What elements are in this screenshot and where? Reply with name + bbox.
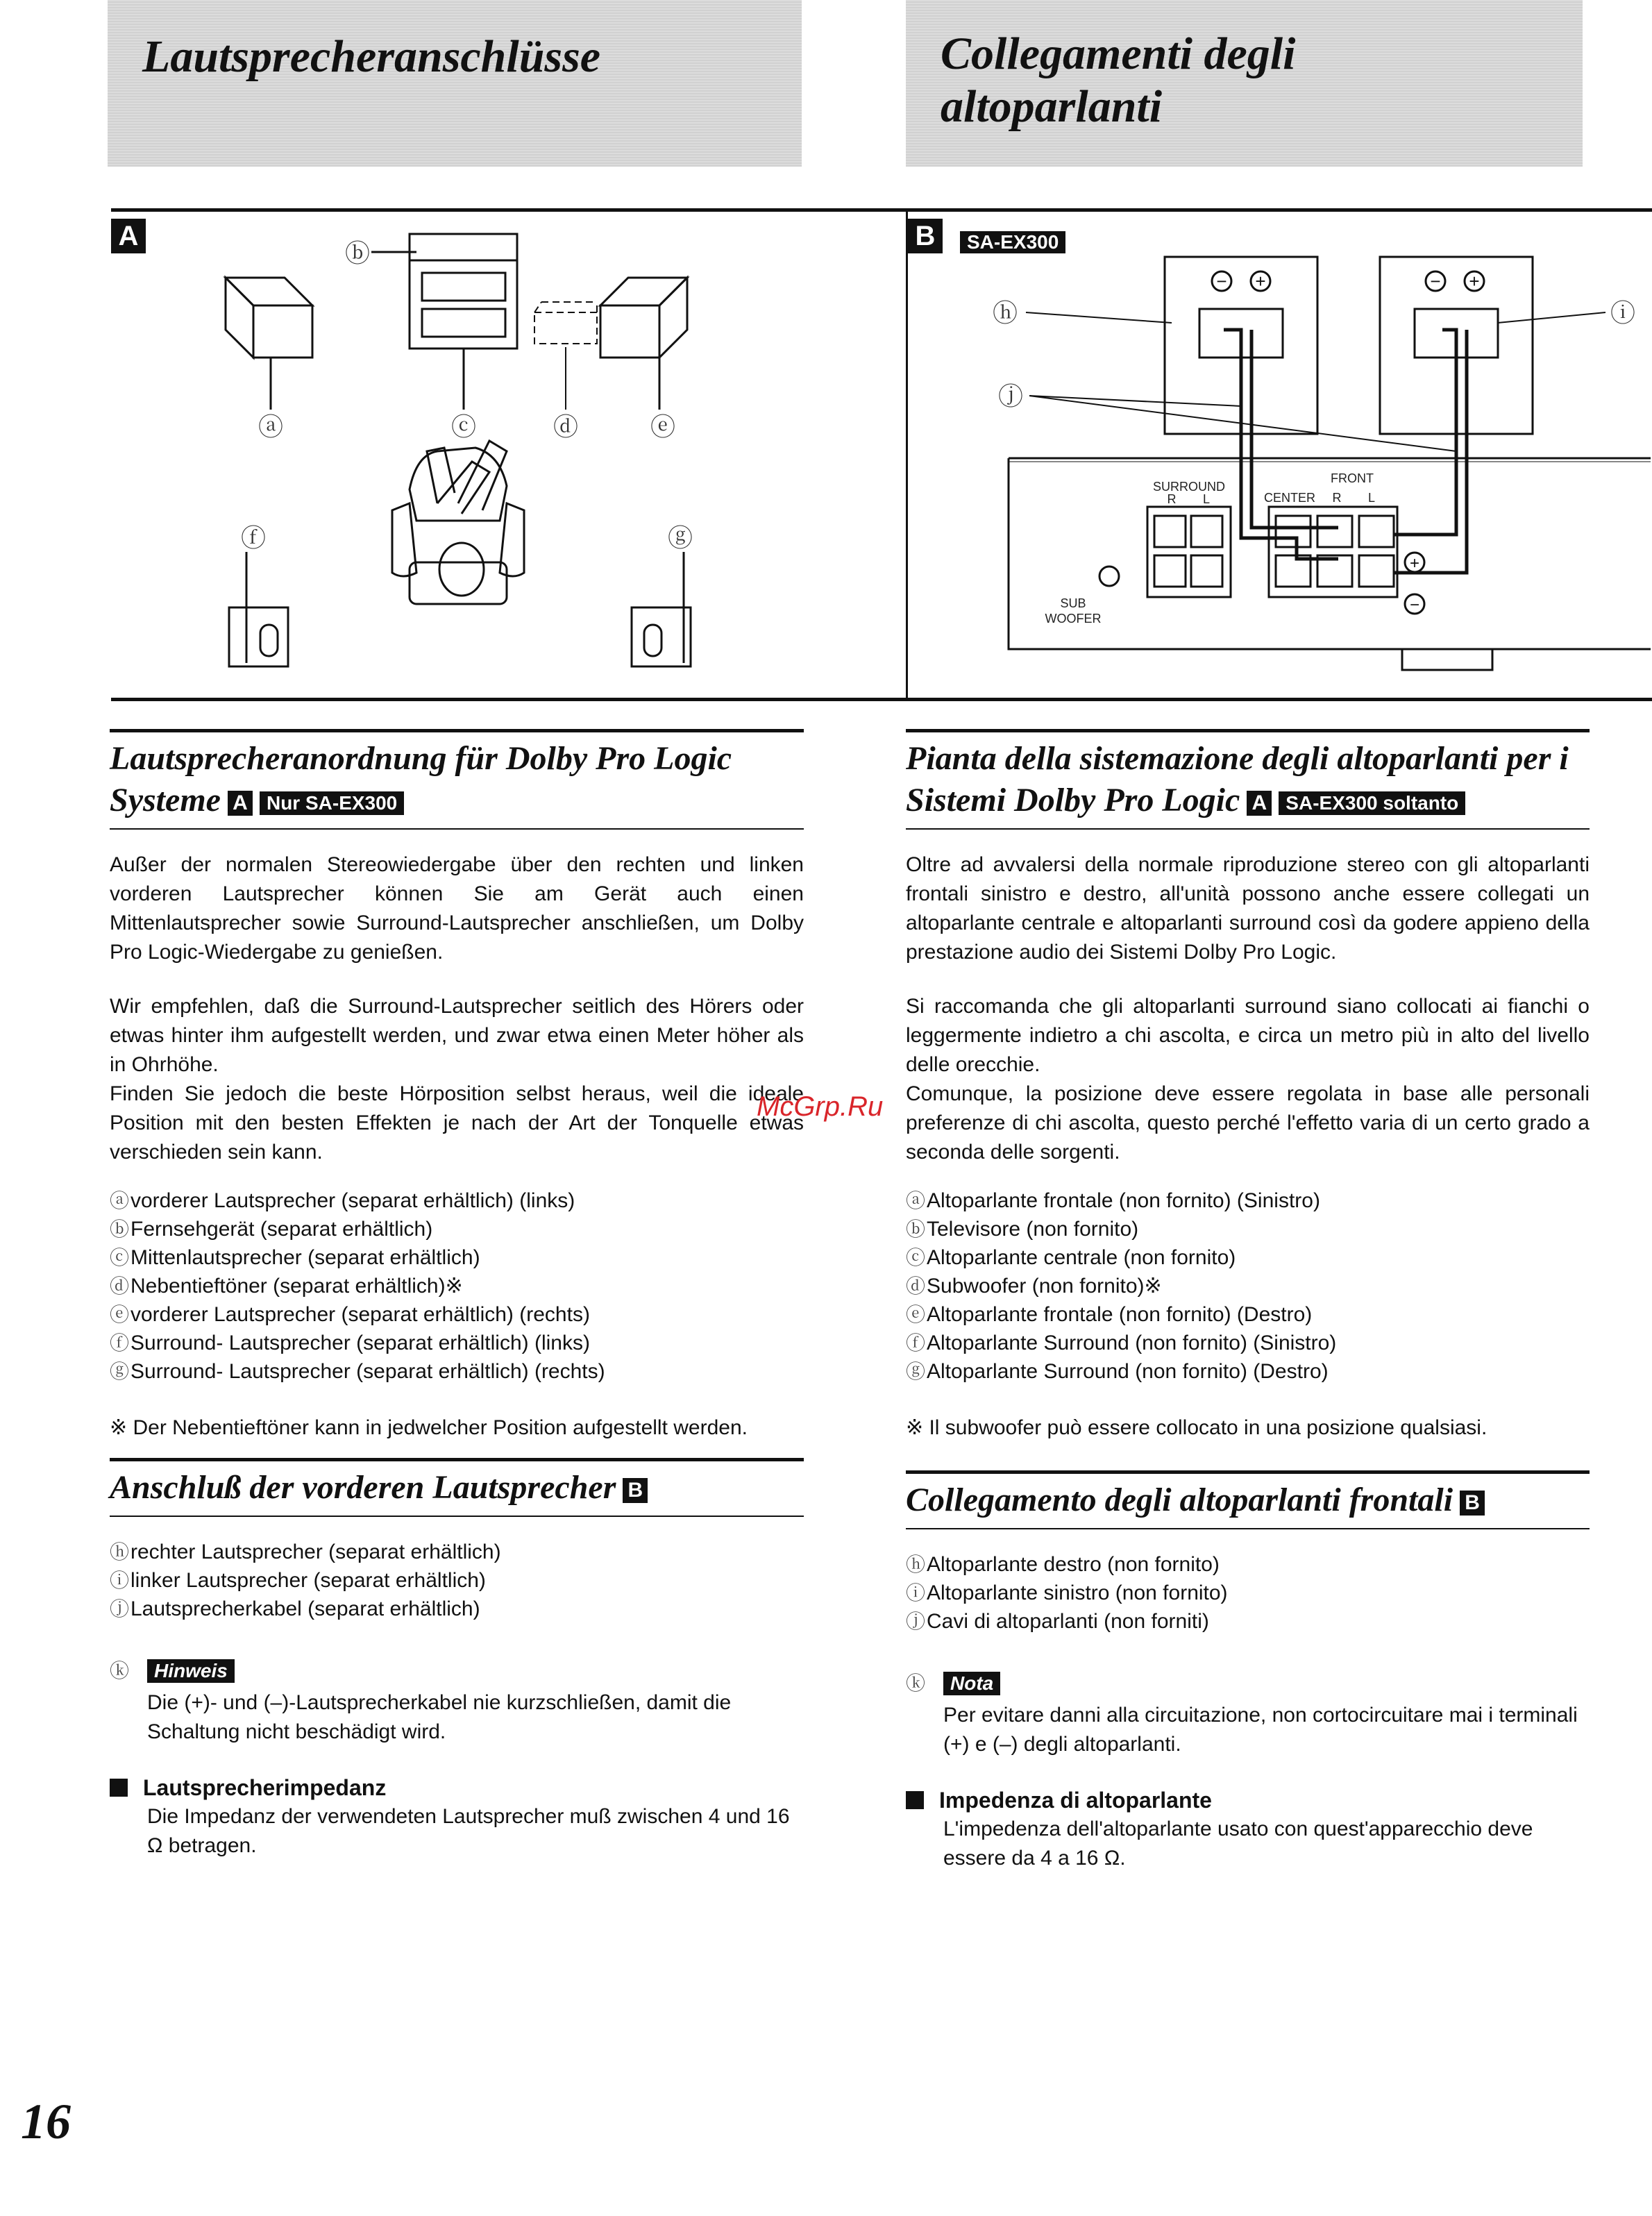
list-item: ⓘAltoparlante sinistro (non fornito)	[906, 1581, 1228, 1604]
svg-text:−: −	[1409, 596, 1420, 614]
note-label-hinweis: Hinweis	[147, 1659, 235, 1683]
svg-text:+: +	[1469, 271, 1480, 292]
note-mark-de: ⓚ	[110, 1660, 130, 1681]
section-title-it-2-text: Collegamento degli altoparlanti frontali	[906, 1481, 1453, 1518]
panel-surround-r: R	[1167, 492, 1177, 506]
panel-surround-label: SURROUND	[1152, 480, 1226, 494]
section-title-de-1-text: Lautsprecheranordnung für Dolby Pro Logic Systeme	[110, 740, 732, 819]
label-e: ⓔ	[650, 412, 676, 441]
list-item: ⓘlinker Lautsprecher (separat erhältlich)	[110, 1569, 486, 1592]
listener-figure	[392, 441, 524, 604]
panel-front-l: L	[1367, 491, 1376, 505]
note-it	[906, 1669, 1590, 1759]
item-list-de-2	[110, 1538, 804, 1623]
svg-text:+: +	[1255, 271, 1266, 292]
label-h: ⓗ	[992, 299, 1018, 327]
figure-ref-b-it: B	[1460, 1491, 1485, 1516]
paragraph-de-1: Außer der normalen Stereowiedergabe über den rechten und linken vorderen Lautsprecher können Sie am Gerät auch einen Mittenlautsprecher sowie Surround-Lautsprecher anschließen, um Dolby Pro Logic-Wiedergabe zu genießen.	[110, 853, 804, 964]
label-j: ⓙ	[997, 382, 1024, 410]
impedance-text-it: L'impedenza dell'altoparlante usato con quest'apparecchio deve essere da 4 a 16 Ω.	[943, 1818, 1533, 1870]
svg-text:+: +	[1409, 554, 1420, 573]
figure-a-drawing	[111, 212, 902, 691]
item-list-de	[110, 1186, 804, 1386]
list-item: ⓒMittenlautsprecher (separat erhältlich)	[110, 1246, 480, 1269]
list-item: ⓕAltoparlante Surround (non fornito) (Sinistro)	[906, 1332, 1337, 1354]
list-item: ⓔvorderer Lautsprecher (separat erhältlich) (rechts)	[110, 1303, 590, 1326]
footnote-de: ※ Der Nebentieftöner kann in jedwelcher Position aufgestellt werden.	[110, 1416, 748, 1439]
list-item: ⓐvorderer Lautsprecher (separat erhältlich) (links)	[110, 1189, 575, 1212]
figure-a-tag: A	[111, 219, 146, 253]
label-i: ⓘ	[1610, 299, 1636, 327]
label-g: ⓖ	[667, 523, 693, 552]
watermark: McGrp.Ru	[757, 1091, 884, 1122]
list-item: ⓐAltoparlante frontale (non fornito) (Sinistro)	[906, 1189, 1320, 1212]
list-item: ⓑTelevisore (non fornito)	[906, 1218, 1139, 1241]
header-it	[906, 0, 1583, 167]
column-it	[906, 729, 1590, 1873]
figure-a	[111, 208, 908, 701]
panel-front-r: R	[1332, 491, 1342, 505]
panel-front-label: FRONT	[1331, 471, 1374, 485]
section-title-it-2	[906, 1470, 1590, 1529]
figure-b	[908, 208, 1652, 701]
list-item: ⓕSurround- Lautsprecher (separat erhältlich) (links)	[110, 1332, 590, 1354]
list-item: ⓖSurround- Lautsprecher (separat erhältlich) (rechts)	[110, 1360, 605, 1383]
column-de	[110, 729, 804, 1861]
paragraph-it-1: Oltre ad avvalersi della normale riproduzione stereo con gli altoparlanti frontali sinistro e destro, all'unità possono anche essere collegati un altoparlante centrale e altoparlanti surround così da godere appieno della prestazione audio dei Sistemi Dolby Pro Logic.	[906, 853, 1590, 964]
badge-sa-ex300-soltanto: SA-EX300 soltanto	[1279, 791, 1465, 815]
panel-center-label: CENTER	[1263, 491, 1316, 505]
figure-ref-b: B	[623, 1478, 648, 1503]
paragraph-de-3: Finden Sie jedoch die beste Hörposition selbst heraus, weil die ideale Position mit den besten Effekten je nach der Art der Tonquelle etwas verschieden sein kann.	[110, 1082, 804, 1164]
impedance-title-de: Lautsprecherimpedanz	[110, 1773, 804, 1802]
note-text-it: Per evitare danni alla circuitazione, non cortocircuitare mai i terminali (+) e (–) degli altoparlanti.	[943, 1704, 1578, 1756]
label-a: ⓐ	[258, 412, 284, 441]
list-item: ⓖAltoparlante Surround (non fornito) (Destro)	[906, 1360, 1329, 1383]
header-de	[108, 0, 802, 167]
amplifier-body	[1009, 458, 1651, 649]
footnote-it: ※ Il subwoofer può essere collocato in una posizione qualsiasi.	[906, 1416, 1487, 1439]
note-label-nota: Nota	[943, 1672, 1000, 1695]
surround-left-speaker	[229, 552, 288, 666]
page-title-it: Collegamenti degli altoparlanti	[941, 28, 1296, 132]
section-title-de-1	[110, 729, 804, 830]
tv-set	[371, 234, 517, 410]
section-title-de-2	[110, 1458, 804, 1517]
list-item: ⓒAltoparlante centrale (non fornito)	[906, 1246, 1236, 1269]
label-f: ⓕ	[240, 523, 267, 552]
list-item: ⓑFernsehgerät (separat erhältlich)	[110, 1218, 433, 1241]
list-item: ⓔAltoparlante frontale (non fornito) (Destro)	[906, 1303, 1313, 1326]
svg-text:−: −	[1430, 271, 1441, 292]
subwoofer-dashed	[534, 302, 597, 344]
list-item: ⓓNebentieftöner (separat erhältlich)※	[110, 1275, 463, 1298]
section-title-it-1	[906, 729, 1590, 830]
impedance-text-de: Die Impedanz der verwendeten Lautsprecher muß zwischen 4 und 16 Ω betragen.	[147, 1805, 790, 1857]
list-item: ⓙCavi di altoparlanti (non forniti)	[906, 1610, 1209, 1633]
front-left-speaker	[226, 278, 312, 410]
list-item: ⓗrechter Lautsprecher (separat erhältlich)	[110, 1541, 501, 1563]
list-item: ⓗAltoparlante destro (non fornito)	[906, 1553, 1220, 1576]
figure-b-tag: B	[908, 219, 943, 253]
badge-nur-sa-ex300: Nur SA-EX300	[260, 791, 404, 815]
surround-right-speaker	[632, 552, 691, 666]
paragraph-de-2: Wir empfehlen, daß die Surround-Lautsprecher seitlich des Hörers oder etwas hinter ihm aufgestellt werden, und zwar etwa einen Meter höher als in Ohrhöhe.	[110, 995, 804, 1076]
note-de	[110, 1656, 804, 1747]
panel-woofer-label: WOOFER	[1045, 612, 1102, 626]
svg-text:−: −	[1216, 271, 1227, 292]
paragraph-it-3: Comunque, la posizione deve essere regolata in base alle personali preferenze di chi ascolta, questo perché l'effetto varia di un certo grado a seconda delle sorgenti.	[906, 1082, 1590, 1164]
list-item: ⓓSubwoofer (non fornito)※	[906, 1275, 1162, 1298]
section-title-de-2-text: Anschluß der vorderen Lautsprecher	[110, 1469, 616, 1506]
list-item: ⓙLautsprecherkabel (separat erhältlich)	[110, 1597, 480, 1620]
figure-ref-a-it: A	[1247, 791, 1272, 816]
figure-b-model-badge: SA-EX300	[960, 231, 1065, 253]
label-b: ⓑ	[344, 239, 371, 267]
figure-ref-a: A	[228, 791, 253, 816]
panel-sub-label: SUB	[1060, 596, 1086, 610]
impedance-title-it: Impedenza di altoparlante	[906, 1786, 1590, 1815]
note-text-de: Die (+)- und (–)-Lautsprecherkabel nie kurzschließen, damit die Schaltung nicht beschädigt wird.	[147, 1691, 732, 1743]
section-title-it-1-text: Pianta della sistemazione degli altoparlanti per i Sistemi Dolby Pro Logic	[906, 740, 1569, 819]
item-list-it-2	[906, 1550, 1590, 1636]
paragraph-it-2: Si raccomanda che gli altoparlanti surround siano collocati ai fianchi o leggermente indietro a chi ascolta, e circa un metro più in alto del livello delle orecchie.	[906, 995, 1590, 1076]
panel-surround-l: L	[1202, 492, 1211, 506]
page-number: 16	[21, 2094, 71, 2149]
figure-b-drawing	[908, 212, 1651, 691]
label-d: ⓓ	[553, 412, 579, 441]
item-list-it	[906, 1186, 1590, 1386]
front-right-speaker	[600, 278, 687, 410]
page-title-de: Lautsprecheranschlüsse	[142, 31, 601, 82]
note-mark-it: ⓚ	[906, 1672, 926, 1694]
label-c: ⓒ	[450, 412, 477, 441]
